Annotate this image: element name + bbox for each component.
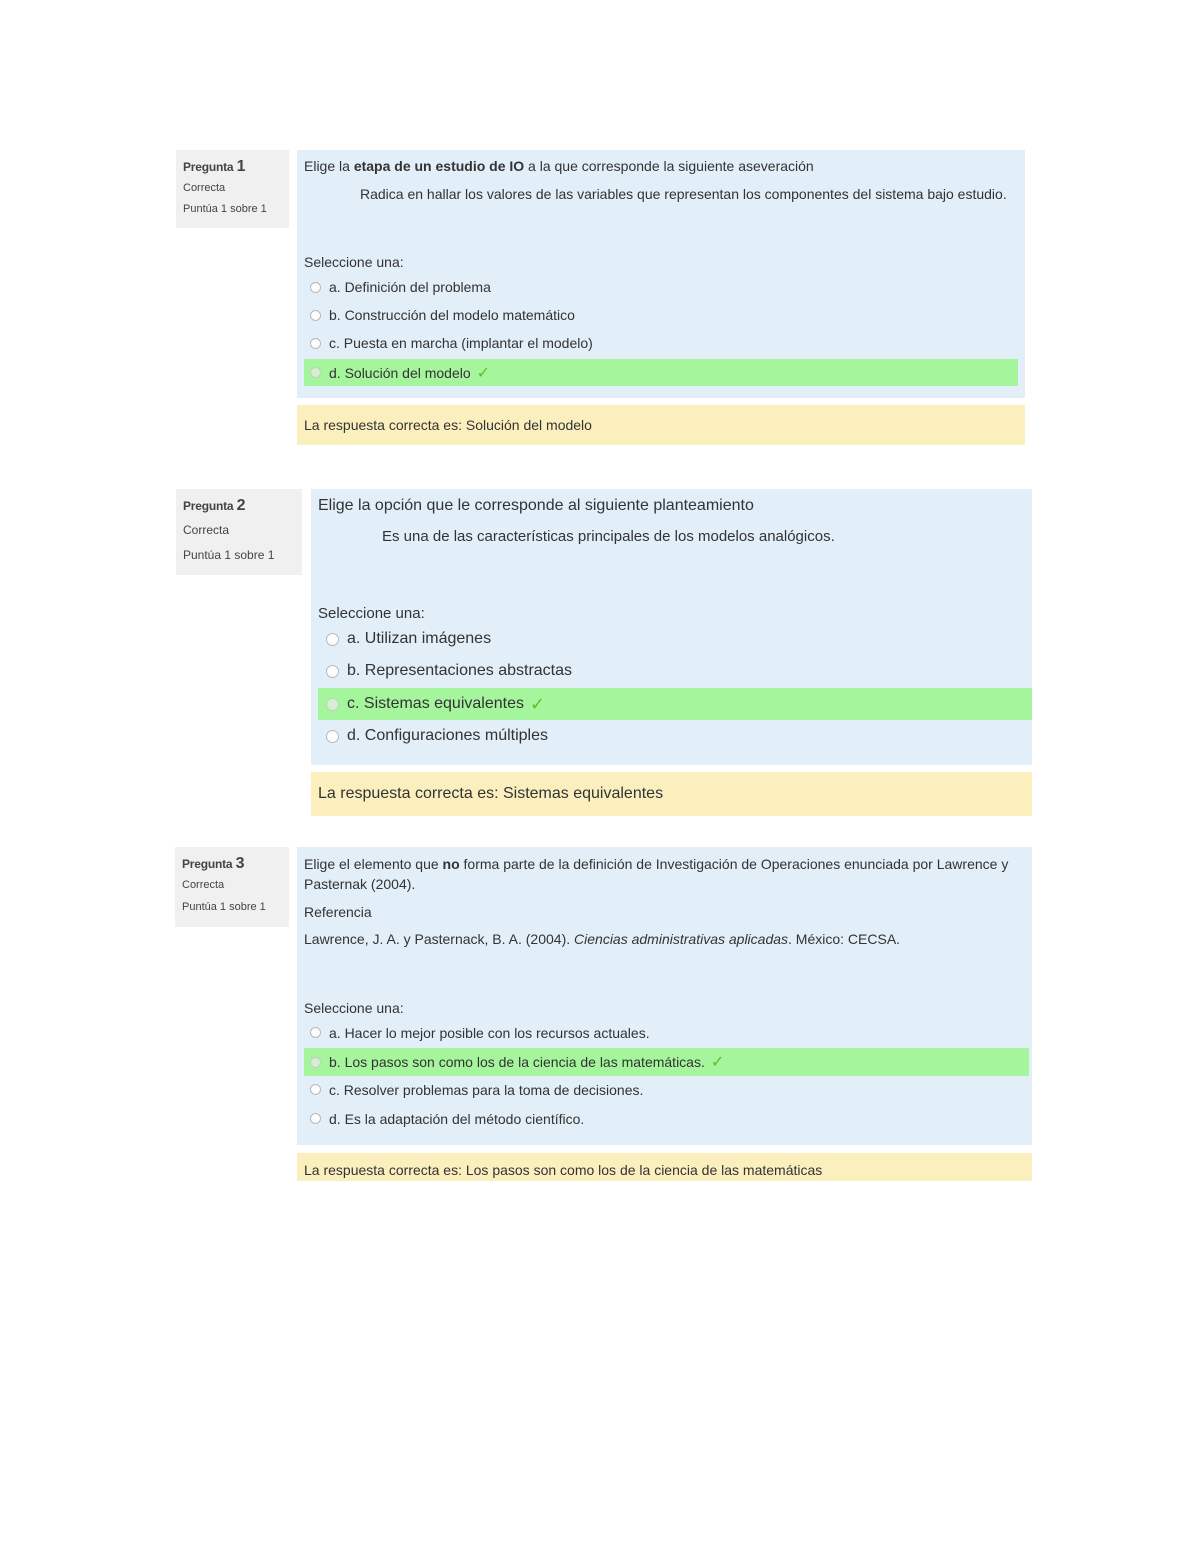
- question-info: [175, 847, 289, 927]
- question-number: 3: [235, 855, 245, 872]
- feedback: [297, 1153, 1032, 1181]
- option-label: d. Es la adaptación del método científico.: [329, 1110, 585, 1127]
- question-statement: Es una de las características principales de los modelos analógicos.: [382, 528, 835, 545]
- question-content: [297, 847, 1032, 1145]
- option-label: b. Representaciones abstractas: [347, 662, 573, 679]
- radio-icon[interactable]: [326, 633, 339, 646]
- check-icon: ✓: [710, 1054, 725, 1071]
- question-label: Pregunta: [182, 857, 233, 871]
- option-d[interactable]: [304, 359, 1018, 386]
- option-label: b. Los pasos son como los de la ciencia de las matemáticas.: [329, 1054, 705, 1070]
- radio-icon[interactable]: [310, 1113, 321, 1124]
- reference-text: Lawrence, J. A. y Pasternack, B. A. (2004). Ciencias administrativas aplicadas. México: CECSA.: [304, 931, 901, 947]
- option-label: c. Resolver problemas para la toma de decisiones.: [329, 1081, 644, 1098]
- feedback-text: La respuesta correcta es: Los pasos son como los de la ciencia de las matemáticas: [304, 1162, 823, 1178]
- question-state: Correcta: [183, 523, 230, 537]
- question-label: Pregunta: [183, 499, 234, 513]
- question-number: 1: [236, 158, 246, 175]
- select-prompt: Seleccione una:: [318, 605, 425, 622]
- option-a[interactable]: [304, 1020, 1025, 1045]
- option-label: b. Construcción del modelo matemático: [329, 307, 575, 323]
- feedback-text: La respuesta correcta es: Sistemas equivalentes: [318, 785, 664, 802]
- question-info: [176, 150, 289, 228]
- feedback: [311, 772, 1032, 816]
- reference-label: Referencia: [304, 904, 372, 920]
- radio-icon[interactable]: [310, 1084, 321, 1095]
- question-state: Correcta: [183, 182, 226, 194]
- option-label: a. Definición del problema: [329, 279, 491, 295]
- option-c[interactable]: [318, 688, 1032, 720]
- option-b[interactable]: [304, 303, 1018, 327]
- question-content: [297, 150, 1025, 398]
- option-c[interactable]: [304, 1077, 1025, 1102]
- question-grade: Puntúa 1 sobre 1: [183, 548, 275, 562]
- option-label: c. Puesta en marcha (implantar el modelo): [329, 335, 593, 351]
- option-label: d. Solución del modelo: [329, 364, 471, 381]
- question-content: [311, 489, 1032, 765]
- radio-icon[interactable]: [310, 338, 321, 349]
- option-b[interactable]: [304, 1048, 1029, 1076]
- feedback: [297, 405, 1025, 445]
- question-text: Elige el elemento que no forma parte de la definición de Investigación de Operaciones enunciada por Lawrence y Pasternak (2004).: [304, 856, 1009, 892]
- question-statement: Radica en hallar los valores de las variables que representan los componentes del sistema bajo estudio.: [360, 186, 1007, 202]
- question-state: Correcta: [182, 879, 225, 891]
- radio-icon[interactable]: [310, 1057, 321, 1068]
- question-text: Elige la etapa de un estudio de IO a la que corresponde la siguiente aseveración: [304, 158, 814, 174]
- question-number: 2: [236, 497, 246, 514]
- option-label: d. Configuraciones múltiples: [347, 727, 548, 744]
- option-a[interactable]: [318, 625, 1025, 653]
- question-grade: Puntúa 1 sobre 1: [182, 901, 266, 913]
- select-prompt: Seleccione una:: [304, 1000, 404, 1016]
- question-info: [176, 489, 302, 575]
- option-label: c. Sistemas equivalentes: [347, 695, 524, 712]
- radio-icon[interactable]: [310, 1027, 321, 1038]
- radio-icon[interactable]: [326, 698, 339, 711]
- question-text: Elige la opción que le corresponde al siguiente planteamiento: [318, 497, 754, 514]
- option-d[interactable]: [304, 1106, 1025, 1131]
- option-label: a. Utilizan imágenes: [347, 630, 492, 647]
- option-b[interactable]: [318, 657, 1025, 685]
- question-label: Pregunta: [183, 160, 234, 174]
- check-icon: ✓: [476, 364, 491, 382]
- radio-icon[interactable]: [310, 367, 321, 378]
- check-icon: ✓: [529, 693, 546, 714]
- option-c[interactable]: [304, 331, 1018, 355]
- question-grade: Puntúa 1 sobre 1: [183, 203, 267, 215]
- radio-icon[interactable]: [326, 730, 339, 743]
- option-d[interactable]: [318, 722, 1025, 750]
- radio-icon[interactable]: [310, 310, 321, 321]
- radio-icon[interactable]: [310, 282, 321, 293]
- radio-icon[interactable]: [326, 665, 339, 678]
- option-a[interactable]: [304, 275, 1018, 299]
- option-label: a. Hacer lo mejor posible con los recursos actuales.: [329, 1024, 650, 1041]
- select-prompt: Seleccione una:: [304, 254, 404, 270]
- feedback-text: La respuesta correcta es: Solución del modelo: [304, 417, 592, 433]
